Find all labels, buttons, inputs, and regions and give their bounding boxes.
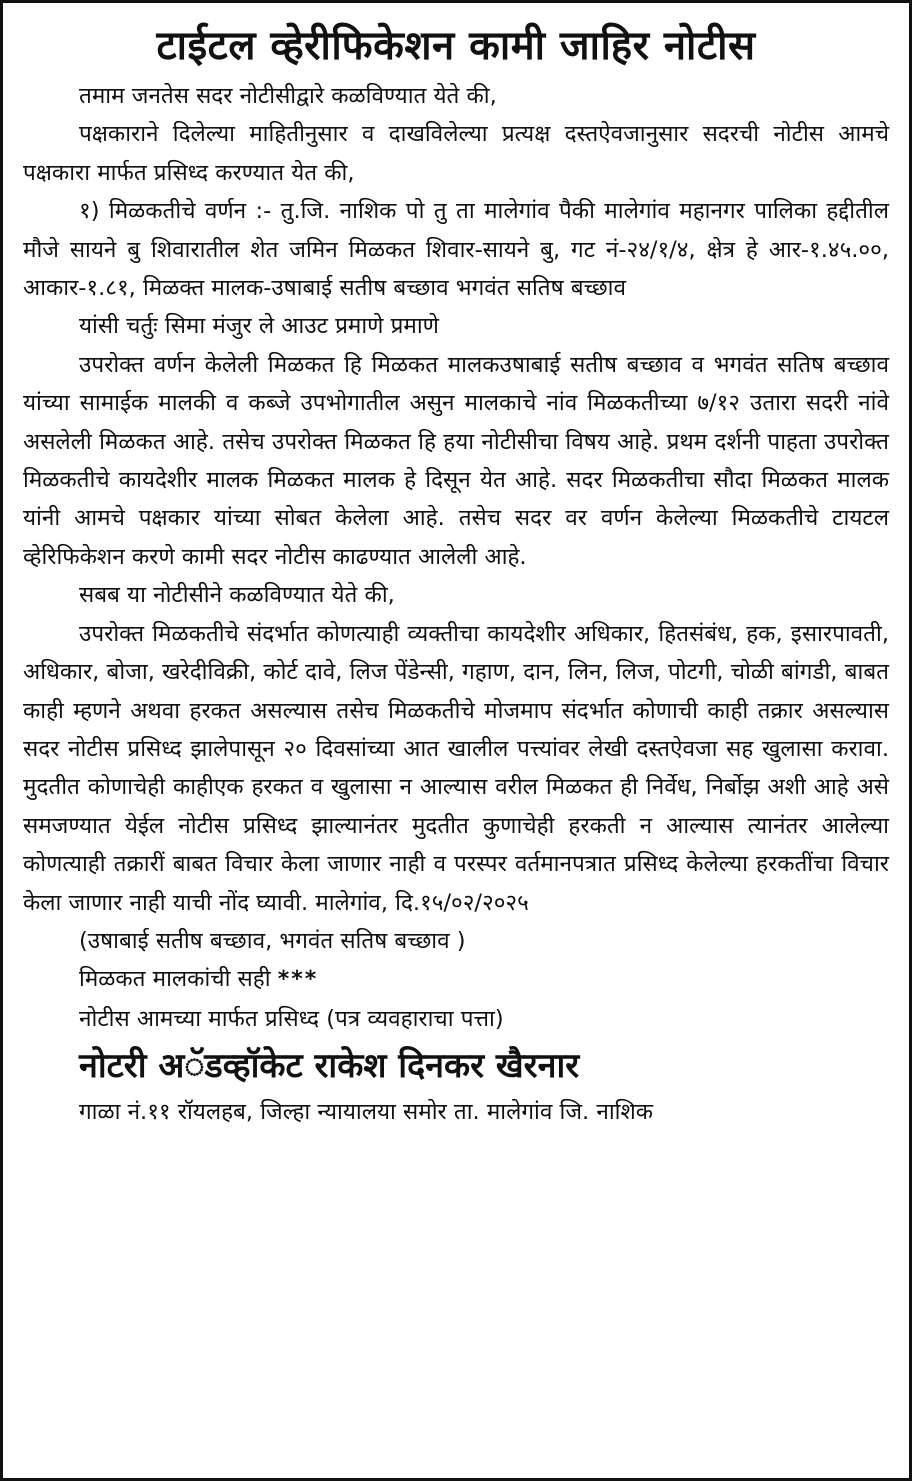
objection-paragraph: उपरोक्त मिळकतीचे संदर्भात कोणत्याही व्यक्तीचा कायदेशीर अधिकार, हितसंबंध, हक, इसारपावती, अधिकार, बोजा, खरेदीविक्री, कोर्ट दावे, लिज पेंडेन्सी, गहाण, दान, लिन, लिज, पोटगी, चोळी बांगडी, बाबत काही म्हणने अथवा हरकत असल्यास तसेच मिळकतीचे मोजमाप संदर्भात कोणाची काही तक्रार असल्यास सदर नोटीस प्रसिध्द झालेपासून २० दिवसांच्या आत खालील पत्त्यांवर लेखी दस्तऐवजा सह खुलासा करावा. मुदतीत कोणाचेही काहीएक हरकत व खुलासा न आल्यास वरील मिळकत ही निर्वेध, निर्बोझ अशी आहे असे समजण्यात येईल नोटीस प्रसिध्द झाल्यानंतर मुदतीत कुणाचेही हरकती न आल्यास त्यानंतर आलेल्या कोणत्याही तक्रारीं बाबत विचार केला जाणार नाही व परस्पर वर्तमानपत्रात प्रसिध्द केलेल्या हरकतींचा विचार केला जाणार नाही याची नोंद घ्यावी. मालेगांव, दि.१५/०२/२०२५ xyxy=(23,620,889,916)
owners-line: (उषाबाई सतीष बच्छाव, भगवंत सतिष बच्छाव ) xyxy=(79,927,466,954)
boundaries-line: यांसी चर्तुः सिमा मंजुर ले आउट प्रमाणे प्रमाणे xyxy=(79,313,439,340)
notice-title: टाईटल व्हेरीफिकेशन कामी जाहिर नोटीस xyxy=(156,23,756,69)
advocate-address: गाळा नं.११ रॉयलहब, जिल्हा न्यायालया समोर ता. मालेगांव जि. नाशिक xyxy=(79,1099,654,1126)
signature-line xyxy=(23,960,889,999)
property-description: १) मिळकतीचे वर्णन :- तु.जि. नाशिक पो तु ता मालेगांव पैकी मालेगांव महानगर पालिका हद्दीतील मौजे सायने बु शिवारातील शेत जमिन मिळकत शिवार-सायने बु, गट नं-२४/१/४, क्षेत्र हे आर-१.४५.००, आकार-१.८१, मिळक्त मालक-उषाबाई सतीष बच्छाव भगवंत सतिष बच्छाव xyxy=(23,198,889,302)
signature-mark: *** xyxy=(277,967,319,993)
signature-label: मिळकत मालकांची सही xyxy=(79,966,271,993)
client-statement: पक्षकाराने दिलेल्या माहितीनुसार व दाखविलेल्या प्रत्यक्ष दस्तऐवजानुसार सदरची नोटीस आमचे पक्षकारा मार्फत प्रसिध्द करण्यात येत की, xyxy=(23,121,889,186)
advocate-name: नोटरी अॅडव्हॉकेट राकेश दिनकर खैरनार xyxy=(79,1046,580,1087)
reason-line: सबब या नोटीसीने कळविण्यात येते की, xyxy=(79,582,395,609)
intro-line: तमाम जनतेस सदर नोटीसीद्वारे कळविण्यात येते की, xyxy=(79,83,497,109)
published-through-line: नोटीस आमच्या मार्फत प्रसिध्द (पत्र व्यवहाराचा पत्ता) xyxy=(79,1005,504,1032)
ownership-paragraph: उपरोक्त वर्णन केलेली मिळकत हि मिळकत मालकउषाबाई सतीष बच्छाव व भगवंत सतिष बच्छाव यांच्या सामाईक मालकी व कब्जे उपभोगातील असुन मालकाचे नांव मिळकतीच्या ७/१२ उतारा सदरी नांवे असलेली मिळकत आहे. तसेच उपरोक्त मिळकत हि हया नोटीसीचा विषय आहे. प्रथम दर्शनी पाहता उपरोक्त मिळकतीचे कायदेशीर मालक मिळकत मालक हे दिसून येत आहे. सदर मिळकतीचा सौदा मिळकत मालक यांनी आमचे पक्षकार यांच्या सोबत केलेला आहे. तसेच सदर वर वर्णन केलेल्या मिळकतीचे टायटल व्हेरिफिकेशन करणे कामी सदर नोटीस काढण्यात आलेली आहे. xyxy=(23,351,890,570)
